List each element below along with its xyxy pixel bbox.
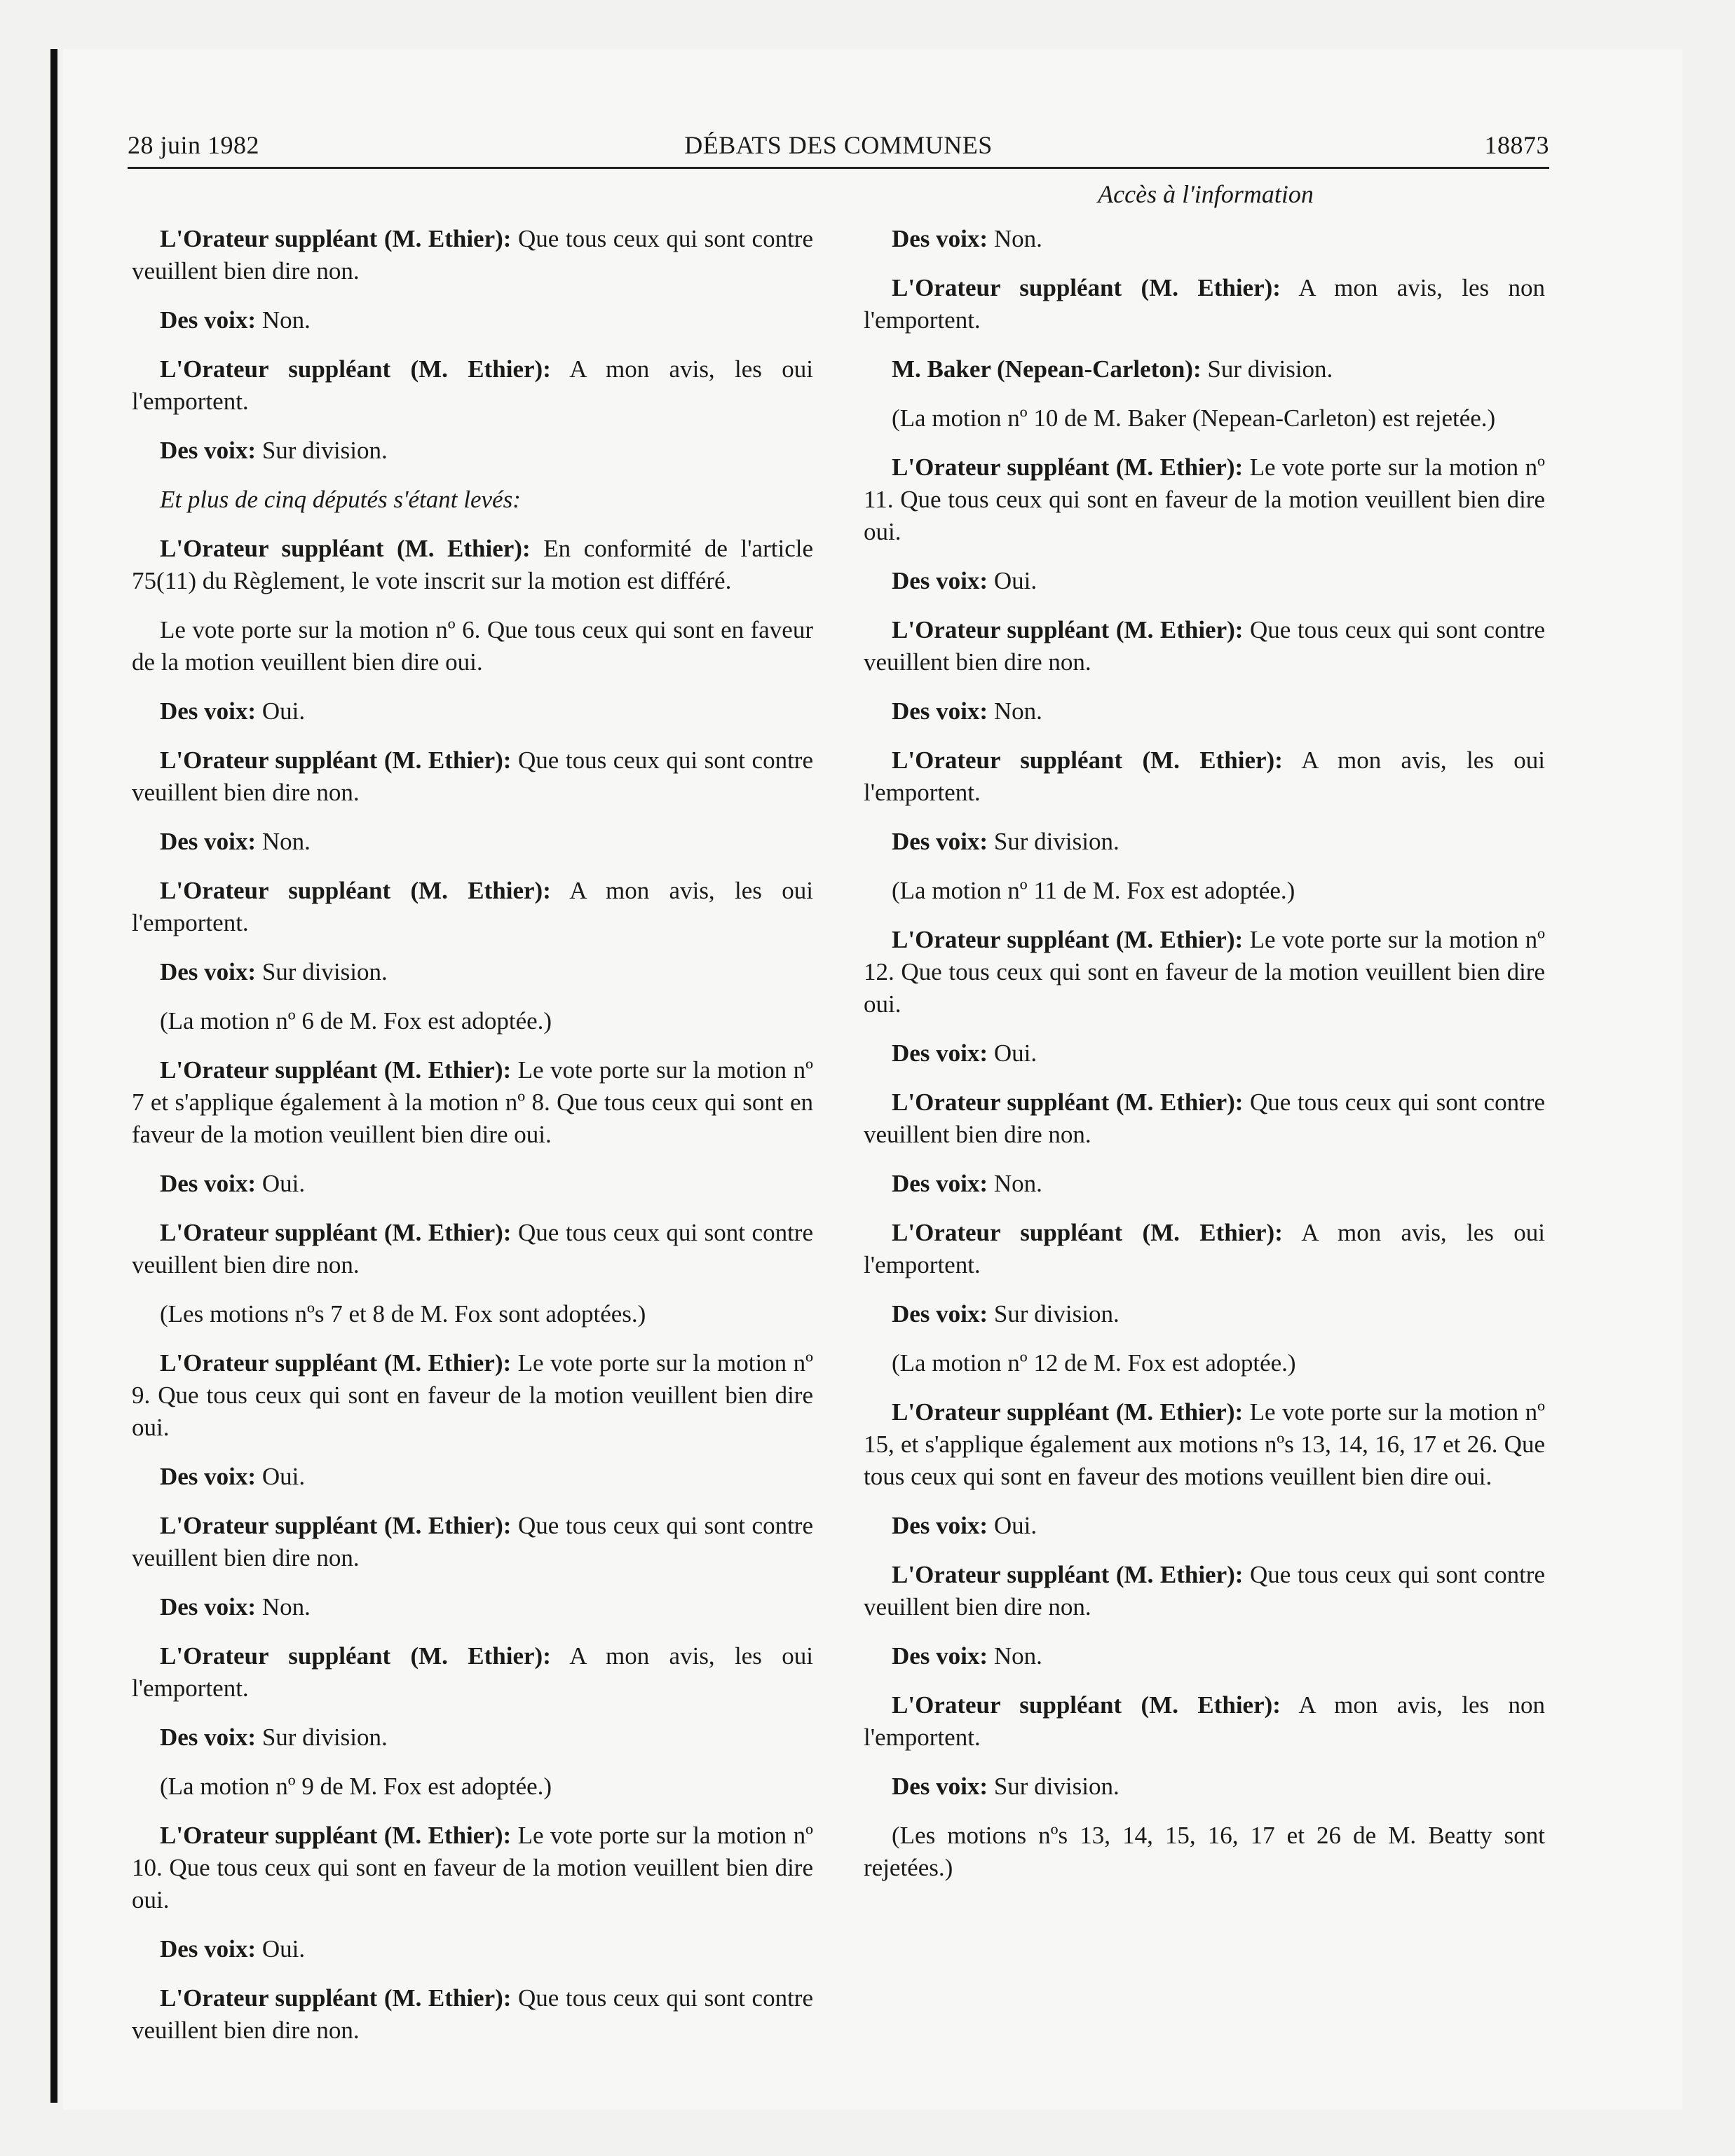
paragraph-text: Que tous ceux qui sont contre veuillent bien dire non.: [132, 225, 813, 285]
paragraph-text: A mon avis, les oui l'emportent.: [132, 877, 813, 936]
paragraph: [132, 1005, 813, 1037]
paragraph-text: Le vote porte sur la motion nº 11. Que tous ceux qui sont en faveur de la motion veuillent bien dire oui.: [864, 453, 1545, 545]
speaker-label: Des voix:: [160, 1935, 257, 1963]
paragraph: [864, 1298, 1545, 1330]
speaker-label: Des voix:: [160, 306, 257, 334]
paragraph-text: A mon avis, les oui l'emportent.: [132, 355, 813, 415]
paragraph-text: Non.: [256, 1593, 311, 1621]
paragraph-text: Sur division.: [256, 1724, 388, 1751]
paragraph: [864, 826, 1545, 858]
speaker-label: Des voix:: [892, 828, 988, 855]
speaker-label: Des voix:: [892, 1642, 988, 1670]
paragraph-text: A mon avis, les oui l'emportent.: [864, 1219, 1545, 1278]
paragraph: [132, 1510, 813, 1574]
paragraph-text: (La motion nº 11 de M. Fox est adoptée.): [892, 877, 1295, 904]
paragraph: [864, 402, 1545, 435]
speaker-label: L'Orateur suppléant (M. Ethier):: [892, 453, 1244, 481]
speaker-label: L'Orateur suppléant (M. Ethier):: [160, 1822, 512, 1849]
paragraph: [132, 1168, 813, 1200]
speaker-label: L'Orateur suppléant (M. Ethier):: [160, 1219, 512, 1246]
paragraph-text: (La motion nº 12 de M. Fox est adoptée.): [892, 1349, 1296, 1377]
speaker-label: Des voix:: [892, 225, 988, 252]
speaker-label: Des voix:: [160, 437, 257, 464]
binding-edge: [50, 49, 57, 2103]
paragraph: [864, 1510, 1545, 1542]
paragraph-text: Non.: [256, 306, 311, 334]
paragraph-text: Oui.: [988, 567, 1037, 594]
speaker-label: Des voix:: [160, 1463, 257, 1490]
speaker-label: L'Orateur suppléant (M. Ethier):: [160, 535, 531, 562]
speaker-label: L'Orateur suppléant (M. Ethier):: [160, 355, 551, 383]
paragraph-text: Sur division.: [1201, 355, 1333, 383]
paragraph: [864, 1217, 1545, 1281]
speaker-label: L'Orateur suppléant (M. Ethier):: [160, 1056, 512, 1084]
speaker-label: L'Orateur suppléant (M. Ethier):: [160, 1642, 551, 1670]
paragraph-text: Non.: [988, 1170, 1042, 1197]
paragraph: [864, 614, 1545, 678]
left-column: [132, 223, 813, 2063]
paragraph: [864, 1396, 1545, 1493]
speaker-label: Des voix:: [892, 1170, 988, 1197]
paragraph: [132, 1217, 813, 1281]
speaker-label: L'Orateur suppléant (M. Ethier):: [160, 1349, 512, 1377]
paragraph: [864, 1820, 1545, 1884]
speaker-label: Des voix:: [160, 958, 257, 985]
paragraph-text: (La motion nº 10 de M. Baker (Nepean-Carleton) est rejetée.): [892, 404, 1496, 432]
paragraph: [864, 1168, 1545, 1200]
header-date: 28 juin 1982: [128, 131, 260, 159]
speaker-label: L'Orateur suppléant (M. Ethier):: [892, 1089, 1244, 1116]
paragraph: [132, 1982, 813, 2047]
paragraph-text: A mon avis, les non l'emportent.: [864, 1691, 1545, 1751]
paragraph: [864, 1347, 1545, 1379]
speaker-label: Des voix:: [892, 1300, 988, 1328]
paragraph: [132, 533, 813, 597]
paragraph: [864, 875, 1545, 907]
speaker-label: Des voix:: [160, 828, 257, 855]
paragraph: [132, 1770, 813, 1803]
paragraph-text: (Les motions nºs 13, 14, 15, 16, 17 et 26 de M. Beatty sont rejetées.): [864, 1822, 1545, 1881]
paragraph-text: Non.: [988, 697, 1042, 725]
paragraph: [132, 1298, 813, 1330]
speaker-label: L'Orateur suppléant (M. Ethier):: [892, 746, 1283, 774]
paragraph: [132, 1933, 813, 1965]
paragraph: [864, 744, 1545, 809]
speaker-label: Des voix:: [160, 697, 257, 725]
paragraph: [132, 353, 813, 418]
paragraph: [864, 1037, 1545, 1070]
paragraph-text: Sur division.: [988, 1773, 1120, 1800]
speaker-label: Des voix:: [892, 567, 988, 594]
paragraph-text: Non.: [988, 225, 1042, 252]
speaker-label: L'Orateur suppléant (M. Ethier):: [892, 1561, 1244, 1588]
paragraph-text: Que tous ceux qui sont contre veuillent bien dire non.: [132, 1984, 813, 2044]
speaker-label: Des voix:: [892, 697, 988, 725]
paragraph: [864, 1086, 1545, 1151]
paragraph-text: A mon avis, les non l'emportent.: [864, 274, 1545, 334]
paragraph-text: (Les motions nºs 7 et 8 de M. Fox sont adoptées.): [160, 1300, 646, 1328]
paragraph-text: Sur division.: [988, 828, 1120, 855]
paragraph-text: Sur division.: [256, 958, 388, 985]
paragraph: [132, 956, 813, 988]
paragraph: [132, 1820, 813, 1916]
speaker-label: L'Orateur suppléant (M. Ethier):: [160, 1512, 512, 1539]
paragraph-text: Le vote porte sur la motion nº 10. Que tous ceux qui sont en faveur de la motion veuillent bien dire oui.: [132, 1822, 813, 1913]
paragraph-text: Que tous ceux qui sont contre veuillent bien dire non.: [864, 616, 1545, 676]
paragraph: [864, 272, 1545, 336]
header-page-number: 18873: [1484, 131, 1549, 159]
paragraph: [864, 1770, 1545, 1803]
paragraph-text: Oui.: [256, 1170, 306, 1197]
paragraph: [864, 223, 1545, 255]
speaker-label: Des voix:: [160, 1593, 257, 1621]
speaker-label: L'Orateur suppléant (M. Ethier):: [892, 274, 1281, 301]
paragraph: [864, 695, 1545, 728]
paragraph: [132, 1640, 813, 1705]
header-journal-title: DÉBATS DES COMMUNES: [684, 131, 993, 159]
speaker-label: L'Orateur suppléant (M. Ethier):: [160, 746, 512, 774]
paragraph: [864, 1640, 1545, 1672]
paragraph-text: Oui.: [256, 1463, 306, 1490]
right-column: [864, 223, 1545, 1901]
paragraph-text: Le vote porte sur la motion nº 7 et s'applique également à la motion nº 8. Que tous ceux qui sont en faveur de la motion veuillent bien dire oui.: [132, 1056, 813, 1148]
paragraph-text: Oui.: [988, 1039, 1037, 1067]
speaker-label: Des voix:: [892, 1512, 988, 1539]
paragraph-text: Le vote porte sur la motion nº 9. Que tous ceux qui sont en faveur de la motion veuillent bien dire oui.: [132, 1349, 813, 1441]
paragraph-text: Et plus de cinq députés s'étant levés:: [160, 486, 521, 513]
speaker-label: Des voix:: [160, 1724, 257, 1751]
speaker-label: Des voix:: [892, 1773, 988, 1800]
paragraph: [132, 484, 813, 516]
header-rule: [128, 167, 1549, 169]
section-title: Accès à l'information: [1098, 180, 1314, 208]
running-header: [128, 130, 1549, 170]
speaker-label: L'Orateur suppléant (M. Ethier):: [892, 1398, 1244, 1426]
paragraph-text: A mon avis, les oui l'emportent.: [864, 746, 1545, 806]
paragraph-text: (La motion nº 6 de M. Fox est adoptée.): [160, 1007, 552, 1035]
speaker-label: L'Orateur suppléant (M. Ethier):: [892, 926, 1244, 953]
paragraph-text: Non.: [988, 1642, 1042, 1670]
paragraph-text: Oui.: [256, 697, 306, 725]
paragraph-text: Le vote porte sur la motion nº 12. Que tous ceux qui sont en faveur de la motion veuillent bien dire oui.: [864, 926, 1545, 1018]
paragraph: [132, 1347, 813, 1444]
speaker-label: Des voix:: [160, 1170, 257, 1197]
paragraph: [132, 744, 813, 809]
paragraph-text: Le vote porte sur la motion nº 6. Que tous ceux qui sont en faveur de la motion veuillent bien dire oui.: [132, 616, 813, 676]
paragraph-text: Que tous ceux qui sont contre veuillent bien dire non.: [864, 1089, 1545, 1148]
paragraph: [864, 1559, 1545, 1623]
speaker-label: L'Orateur suppléant (M. Ethier):: [892, 1219, 1283, 1246]
paragraph: [132, 1591, 813, 1623]
speaker-label: L'Orateur suppléant (M. Ethier):: [892, 616, 1244, 643]
paragraph: [132, 1054, 813, 1151]
speaker-label: L'Orateur suppléant (M. Ethier):: [160, 225, 512, 252]
paragraph-text: Que tous ceux qui sont contre veuillent bien dire non.: [132, 746, 813, 806]
paragraph-text: Oui.: [256, 1935, 306, 1963]
paragraph: [132, 1461, 813, 1493]
paragraph: [864, 924, 1545, 1021]
paragraph: [864, 353, 1545, 386]
paragraph: [132, 435, 813, 467]
paragraph: [864, 451, 1545, 548]
paragraph-text: Non.: [256, 828, 311, 855]
paragraph: [132, 826, 813, 858]
paragraph-text: Que tous ceux qui sont contre veuillent bien dire non.: [132, 1219, 813, 1278]
speaker-label: L'Orateur suppléant (M. Ethier):: [160, 877, 551, 904]
paragraph: [132, 223, 813, 287]
speaker-label: M. Baker (Nepean-Carleton):: [892, 355, 1202, 383]
paragraph-text: A mon avis, les oui l'emportent.: [132, 1642, 813, 1702]
paragraph: [864, 565, 1545, 597]
paragraph: [132, 875, 813, 939]
paragraph: [132, 695, 813, 728]
paragraph: [132, 614, 813, 678]
speaker-label: L'Orateur suppléant (M. Ethier):: [892, 1691, 1281, 1719]
paragraph-text: Sur division.: [256, 437, 388, 464]
paragraph-text: Que tous ceux qui sont contre veuillent bien dire non.: [864, 1561, 1545, 1621]
speaker-label: Des voix:: [892, 1039, 988, 1067]
speaker-label: L'Orateur suppléant (M. Ethier):: [160, 1984, 512, 2012]
paragraph-text: Que tous ceux qui sont contre veuillent bien dire non.: [132, 1512, 813, 1571]
paragraph: [132, 304, 813, 336]
paragraph-text: (La motion nº 9 de M. Fox est adoptée.): [160, 1773, 552, 1800]
paragraph: [864, 1689, 1545, 1754]
paragraph-text: Sur division.: [988, 1300, 1120, 1328]
paragraph-text: En conformité de l'article 75(11) du Règlement, le vote inscrit sur la motion est différé.: [132, 535, 813, 594]
paragraph-text: Le vote porte sur la motion nº 15, et s'applique également aux motions nºs 13, 14, 16, 17 et 26. Que tous ceux qui sont en faveur des motions veuillent bien dire oui.: [864, 1398, 1545, 1490]
paragraph-text: Oui.: [988, 1512, 1037, 1539]
paragraph: [132, 1721, 813, 1754]
